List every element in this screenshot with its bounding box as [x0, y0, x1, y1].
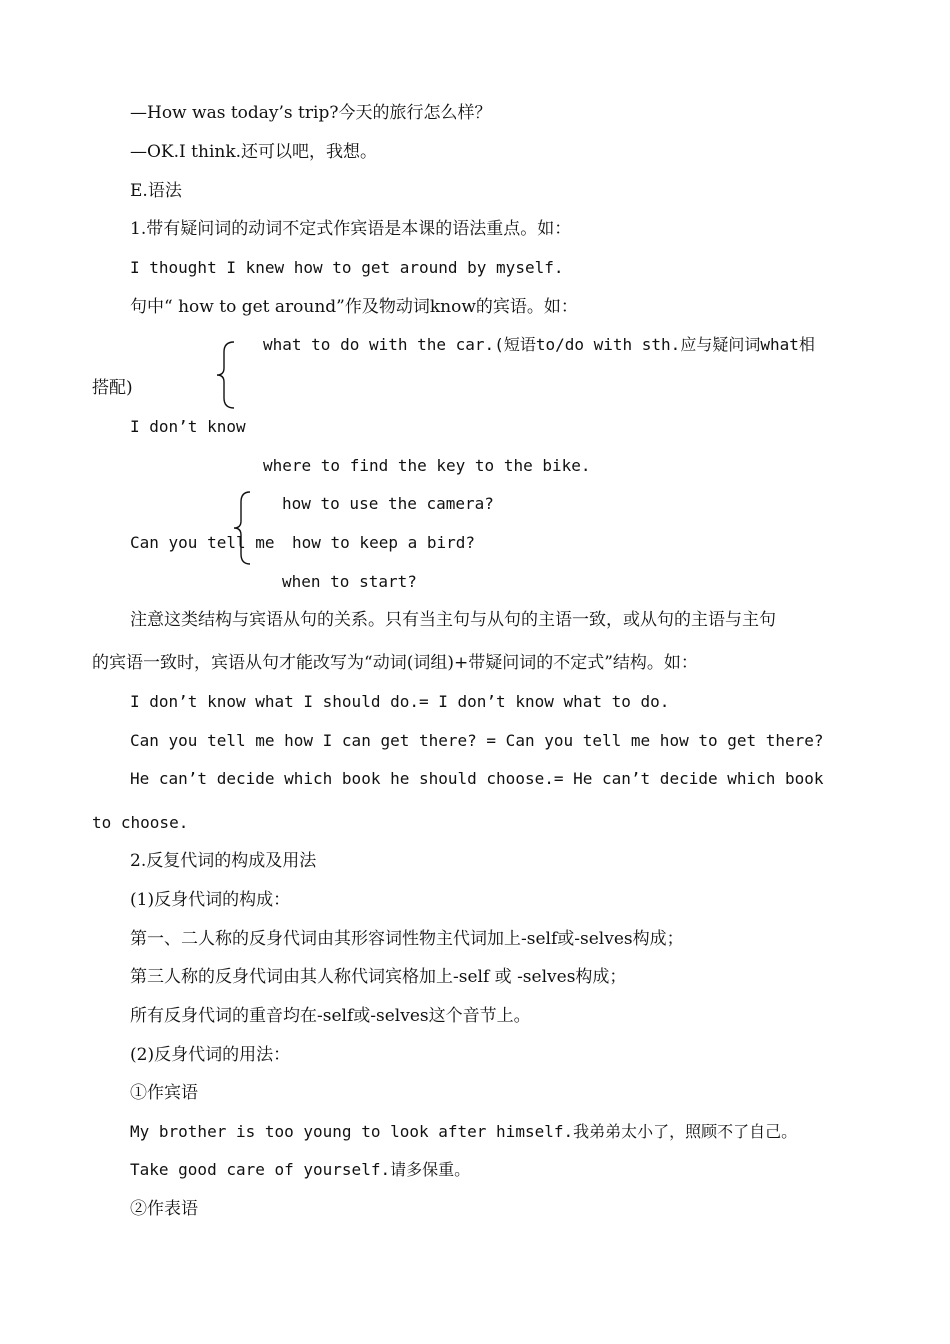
example-sentence: I thought I knew how to get around by myself. [130, 258, 564, 277]
usage-item-object: ①作宾语 [130, 1083, 198, 1103]
rewrite-example-3-continued: to choose. [92, 813, 189, 832]
grammar-point-2: 2.反复代词的构成及用法 [130, 851, 317, 871]
usage-example-2: Take good care of yourself.请多保重。 [130, 1160, 471, 1179]
formation-rule-2: 第三人称的反身代词由其人称代词宾格加上-self 或 -selves构成； [130, 967, 627, 987]
dialogue-answer: —OK.I think.还可以吧，我想。 [130, 142, 378, 162]
brace-option-how-camera: how to use the camera? [282, 494, 494, 513]
brace-subject-can-you-tell-me: Can you tell me [130, 533, 275, 552]
dialogue-question: —How was today’s trip?今天的旅行怎么样？ [130, 103, 492, 123]
subheading-formation: (1)反身代词的构成： [130, 890, 291, 910]
brace-option-when: when to start? [282, 572, 417, 591]
left-brace-icon [232, 490, 254, 566]
note-paragraph-line-1: 注意这类结构与宾语从句的关系。只有当主句与从句的主语一致，或从句的主语与主句 [130, 610, 776, 630]
usage-example-1: My brother is too young to look after himself.我弟弟太小了，照顾不了自己。 [130, 1122, 798, 1141]
brace-option-what: what to do with the car.(短语to/do with sth.应与疑问词what相 [263, 335, 815, 354]
subheading-usage: (2)反身代词的用法： [130, 1045, 291, 1065]
explanation-line: 句中“ how to get around”作及物动词know的宾语。如： [130, 297, 578, 317]
brace-subject-i-dont-know: I don’t know [130, 417, 246, 436]
rewrite-example-2: Can you tell me how I can get there? = Can you tell me how to get there? [130, 731, 824, 750]
left-brace-icon [214, 340, 238, 410]
brace-option-how-bird: how to keep a bird? [292, 533, 476, 552]
rewrite-example-3: He can’t decide which book he should choose.= He can’t decide which book [130, 769, 824, 788]
grammar-point-1: 1.带有疑问词的动词不定式作宾语是本课的语法重点。如： [130, 219, 572, 239]
section-heading-grammar: E.语法 [130, 181, 182, 201]
brace-option-continuation: 搭配) [92, 378, 133, 398]
formation-rule-3: 所有反身代词的重音均在-self或-selves这个音节上。 [130, 1006, 531, 1026]
formation-rule-1: 第一、二人称的反身代词由其形容词性物主代词加上-self或-selves构成； [130, 929, 684, 949]
brace-option-where: where to find the key to the bike. [263, 456, 591, 475]
rewrite-example-1: I don’t know what I should do.= I don’t know what to do. [130, 692, 670, 711]
usage-item-predicative: ②作表语 [130, 1199, 198, 1219]
note-paragraph-line-2: 的宾语一致时，宾语从句才能改写为“动词(词组)+带疑问词的不定式”结构。如： [92, 653, 698, 673]
